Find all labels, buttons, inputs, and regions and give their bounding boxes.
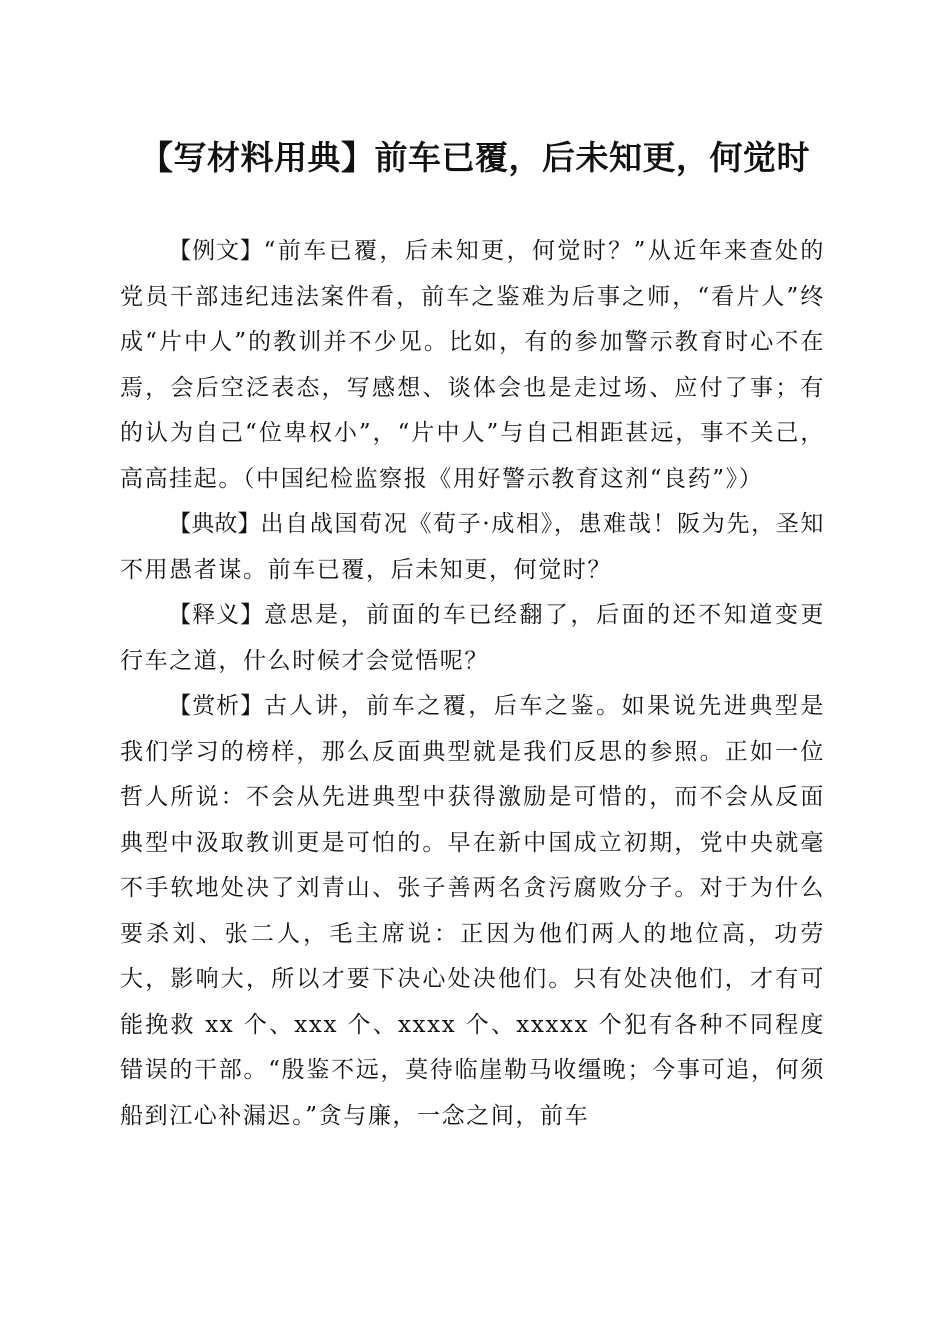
section-tag-allusion: 【典故】 bbox=[168, 511, 261, 537]
paragraph-example bbox=[120, 229, 825, 502]
paragraph-text: 出自战国荀况《荀子·成相》，患难哉！阪为先，圣知不用愚者谋。前车已覆，后未知更，何觉时？ bbox=[120, 511, 826, 583]
paragraph-text: 意思是，前面的车已经翻了，后面的还不知道变更行车之道，什么时候才会觉悟呢？ bbox=[120, 602, 826, 674]
paragraph-meaning bbox=[120, 593, 825, 684]
document-body bbox=[120, 229, 825, 1139]
section-tag-analysis: 【赏析】 bbox=[168, 693, 265, 719]
paragraph-text: “前车已覆，后未知更，何觉时？”从近年来查处的党员干部违纪违法案件看，前车之鉴难为后事之师，“看片人”终成“片中人”的教训并不少见。比如，有的参加警示教育时心不在焉，会后空泛表态，写感想、谈体会也是走过场、应付了事；有的认为自己“位卑权小”，“片中人”与自己相距甚远，事不关己，高高挂起。（中国纪检监察报《用好警示教育这剂“良药”》） bbox=[120, 238, 825, 492]
paragraph-allusion bbox=[120, 502, 825, 593]
paragraph-analysis bbox=[120, 684, 825, 1139]
paragraph-text: 古人讲，前车之覆，后车之鉴。如果说先进典型是我们学习的榜样，那么反面典型就是我们反思的参照。正如一位哲人所说：不会从先进典型中获得激励是可惜的，而不会从反面典型中汲取教训更是可怕的。早在新中国成立初期，党中央就毫不手软地处决了刘青山、张子善两名贪污腐败分子。对于为什么要杀刘、张二人，毛主席说：正因为他们两人的地位高，功劳大，影响大，所以才要下决心处决他们。只有处决他们，才有可能挽救 xx 个、xxx 个、xxxx 个、xxxxx 个犯有各种不同程度错误的干部。“殷鉴不远，莫待临崖勒马收缰晚；今事可追，何须船到江心补漏迟。”贪与廉，一念之间，前车 bbox=[120, 693, 826, 1129]
section-tag-meaning: 【释义】 bbox=[168, 602, 265, 628]
document-title: 【写材料用典】前车已覆，后未知更，何觉时 bbox=[140, 138, 810, 177]
section-tag-example: 【例文】 bbox=[168, 238, 264, 264]
